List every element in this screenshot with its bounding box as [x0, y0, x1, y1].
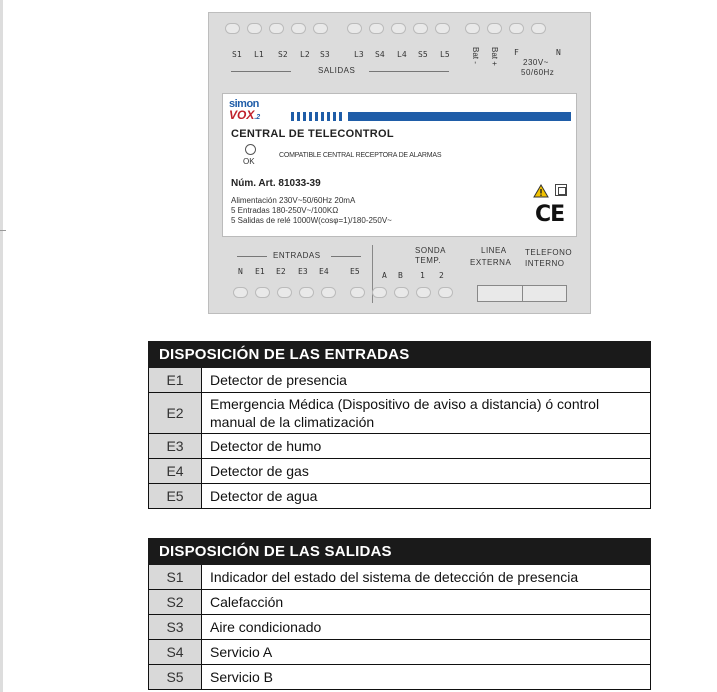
- label-frequency: 50/60Hz: [521, 68, 555, 77]
- label-l2: L2: [300, 50, 310, 59]
- label-f: F: [514, 48, 519, 57]
- warning-icon: [533, 184, 549, 198]
- label-l3: L3: [354, 50, 364, 59]
- interno-label: INTERNO: [525, 259, 565, 268]
- row-desc: Indicador del estado del sistema de detección de presencia: [202, 565, 651, 590]
- label-n: N: [556, 48, 561, 57]
- table-row: [149, 484, 651, 509]
- top-terminals-power: [465, 23, 553, 34]
- table-row: [149, 665, 651, 690]
- label-s5: S5: [418, 50, 428, 59]
- label-bat-minus: Bat -: [471, 47, 480, 64]
- label-e2: E2: [276, 267, 286, 276]
- row-desc: Aire condicionado: [202, 615, 651, 640]
- label-s4: S4: [375, 50, 385, 59]
- label-s2: S2: [278, 50, 288, 59]
- row-code: S4: [149, 640, 202, 665]
- label-e1: E1: [255, 267, 265, 276]
- table-row: [149, 615, 651, 640]
- row-code: S3: [149, 615, 202, 640]
- table-row: [149, 590, 651, 615]
- label-l1: L1: [254, 50, 264, 59]
- row-desc: Detector de agua: [202, 484, 651, 509]
- compat-text: COMPATIBLE CENTRAL RECEPTORA DE ALARMAS: [279, 152, 442, 159]
- temp-label: TEMP.: [415, 256, 441, 265]
- sonda-label: SONDA: [415, 246, 446, 255]
- table-row: [149, 459, 651, 484]
- article-number: Núm. Art. 81033-39: [231, 178, 321, 189]
- device-label-panel: [222, 93, 577, 237]
- top-terminals: [225, 23, 335, 34]
- phone-connectors: [477, 285, 567, 302]
- panel-title: CENTRAL DE TELECONTROL: [231, 128, 394, 140]
- row-code: E2: [149, 393, 202, 434]
- spec-outputs: 5 Salidas de relé 1000W(cosφ=1)/180-250V~: [231, 216, 392, 225]
- logo-bars: [291, 112, 345, 121]
- linea-label: LINEA: [481, 246, 507, 255]
- label-n-input: N: [238, 267, 243, 276]
- bottom-terminals-right: [350, 287, 460, 298]
- double-insulation-icon: [555, 184, 567, 196]
- row-desc: Emergencia Médica (Dispositivo de aviso a distancia) ó control manual de la climatización: [202, 393, 651, 434]
- row-desc: Calefacción: [202, 590, 651, 615]
- row-desc: Servicio B: [202, 665, 651, 690]
- label-l5: L5: [440, 50, 450, 59]
- salidas-label: SALIDAS: [318, 66, 356, 75]
- spec-power: Alimentación 230V~50/60Hz 20mA: [231, 196, 356, 205]
- label-l4: L4: [397, 50, 407, 59]
- row-code: E5: [149, 484, 202, 509]
- ok-label: OK: [243, 157, 255, 166]
- spec-inputs: 5 Entradas 180-250V~/100KΩ: [231, 206, 339, 215]
- row-code: S1: [149, 565, 202, 590]
- table-row: [149, 393, 651, 434]
- table-row: [149, 640, 651, 665]
- telefono-label: TELEFONO: [525, 248, 573, 257]
- externa-label: EXTERNA: [470, 258, 512, 267]
- entradas-label: ENTRADAS: [273, 251, 321, 260]
- row-desc: Detector de gas: [202, 459, 651, 484]
- label-e3: E3: [298, 267, 308, 276]
- table-row: [149, 565, 651, 590]
- row-desc: Detector de presencia: [202, 368, 651, 393]
- row-desc: Servicio A: [202, 640, 651, 665]
- ok-led-icon: [245, 144, 256, 155]
- top-terminals-right: [347, 23, 457, 34]
- ce-mark: CE: [535, 202, 565, 227]
- row-code: E4: [149, 459, 202, 484]
- row-code: E3: [149, 434, 202, 459]
- label-s3: S3: [320, 50, 330, 59]
- label-voltage: 230V~: [523, 58, 549, 67]
- entradas-table: [148, 341, 651, 509]
- vox-logo: VOX.2: [229, 108, 261, 122]
- label-s1: S1: [232, 50, 242, 59]
- table-row: [149, 368, 651, 393]
- label-sonda-1: 1: [420, 271, 425, 280]
- simon-logo: simon: [229, 98, 259, 110]
- label-e4: E4: [319, 267, 329, 276]
- row-code: S5: [149, 665, 202, 690]
- salidas-table-title: DISPOSICIÓN DE LAS SALIDAS: [149, 539, 651, 565]
- margin-tick: [0, 230, 6, 231]
- row-code: E1: [149, 368, 202, 393]
- brand-strip: [348, 112, 571, 121]
- device-diagram: [208, 12, 591, 314]
- entradas-table-title: DISPOSICIÓN DE LAS ENTRADAS: [149, 342, 651, 368]
- label-b: B: [398, 271, 403, 280]
- bottom-terminals: [233, 287, 343, 298]
- label-e5: E5: [350, 267, 360, 276]
- label-sonda-2: 2: [439, 271, 444, 280]
- row-code: S2: [149, 590, 202, 615]
- row-desc: Detector de humo: [202, 434, 651, 459]
- page-margin-line: [0, 0, 3, 692]
- salidas-table: [148, 538, 651, 690]
- label-a: A: [382, 271, 387, 280]
- table-row: [149, 434, 651, 459]
- label-bat-plus: Bat +: [490, 47, 499, 66]
